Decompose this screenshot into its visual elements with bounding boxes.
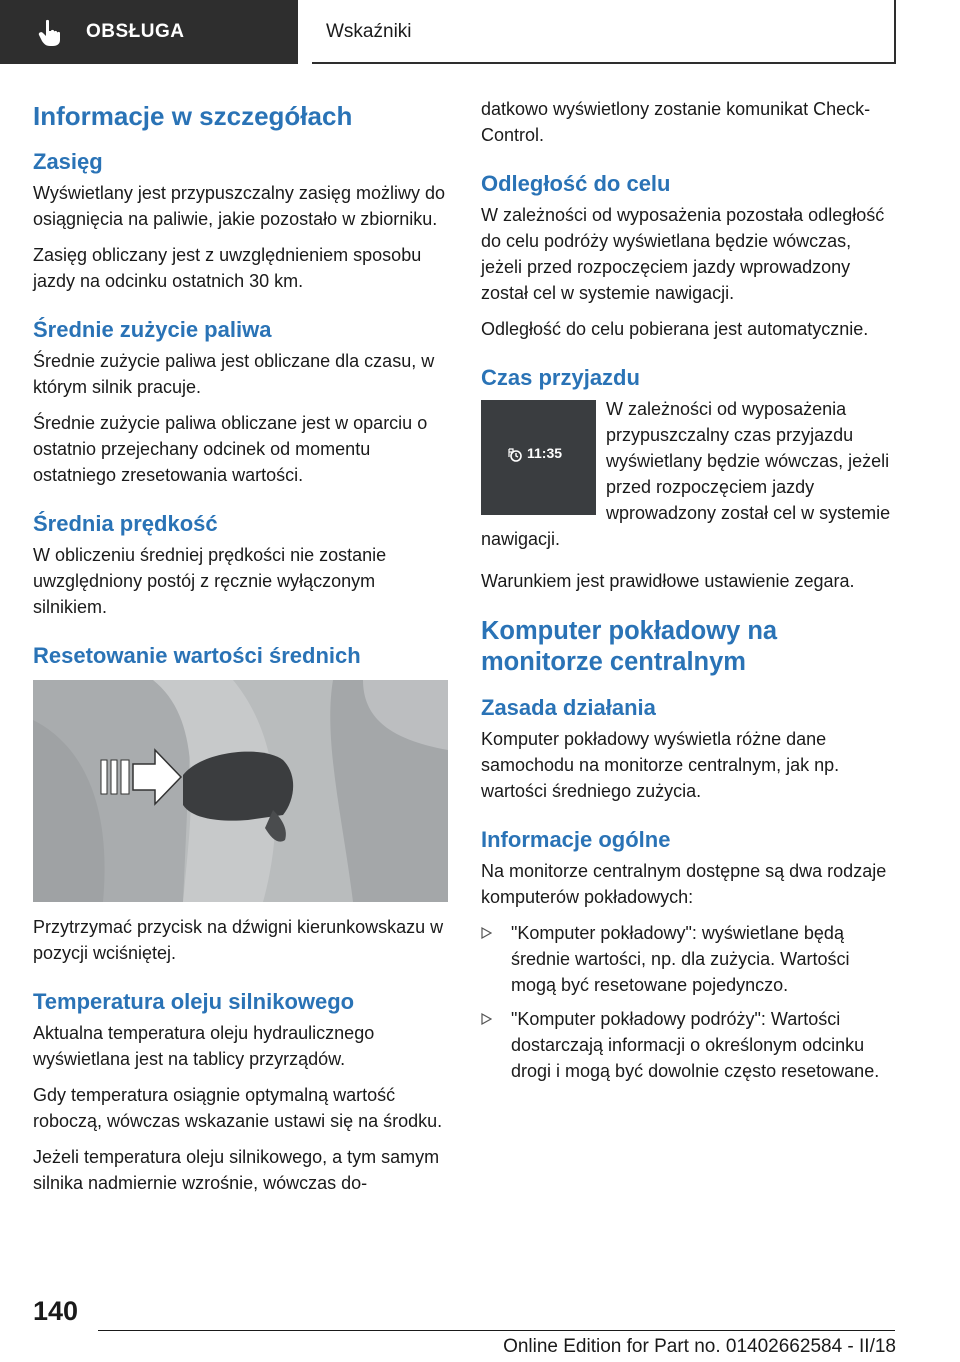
section-title: OBSŁUGA xyxy=(86,21,185,42)
paragraph: Odległość do celu pobierana jest automatycznie. xyxy=(481,319,869,339)
paragraph: Warunkiem jest prawidłowe ustawienie zegara. xyxy=(481,571,855,591)
hand-pointer-icon xyxy=(38,19,64,47)
turn-signal-lever-image xyxy=(33,680,448,902)
paragraph: Wyświetlany jest przypuszczalny zasięg możliwy do osiągnięcia na paliwie, jakie pozostało w zbiorniku. xyxy=(33,183,445,229)
heading-principle: Zasada działania xyxy=(481,695,656,720)
paragraph: W zależności od wyposażenia pozostała odległość do celu podróży wyświetlana będzie wówczas, jeżeli przed rozpoczęciem jazdy wprowadzony został cel w systemie nawigacji. xyxy=(481,205,885,303)
paragraph: datkowo wyświetlony zostanie komunikat Check-Control. xyxy=(481,99,871,145)
heading-range: Zasięg xyxy=(33,149,103,174)
paragraph: W zależności od wyposażenia przypuszczalny czas przyjazdu wyświetlany będzie wówczas, jeżeli przed rozpoczęciem jazdy wprowadzony został cel w systemie nawigacji. xyxy=(481,399,891,549)
paragraph: W obliczeniu średniej prędkości nie zostanie uwzględniony postój z ręcznie wyłączonym silnikiem. xyxy=(33,545,387,617)
arrival-time-display xyxy=(481,400,596,515)
triangle-bullet-icon xyxy=(481,1013,492,1025)
bullet-list xyxy=(481,920,896,1084)
paragraph: Średnie zużycie paliwa obliczane jest w oparciu o ostatnio przejechany odcinek od momentu ostatniego zresetowania wartości. xyxy=(33,413,428,485)
list-item: "Komputer pokładowy podróży": Wartości dostarczają informacji o określonym odcinku drogi i mogą być dowolnie często resetowane. xyxy=(481,1006,896,1084)
page-number: 140 xyxy=(33,1296,79,1326)
clock-value: 11:35 xyxy=(527,445,563,461)
chapter-box xyxy=(312,0,896,64)
flag-clock-icon xyxy=(508,448,522,462)
list-item: "Komputer pokładowy": wyświetlane będą średnie wartości, np. dla zużycia. Wartości mogą być resetowane pojedynczo. xyxy=(481,920,896,998)
left-column xyxy=(33,100,448,1206)
heading-details: Informacje w szczegółach xyxy=(33,101,353,131)
footer-rule xyxy=(98,1330,895,1331)
heading-onboard-computer: Komputer pokładowy na monitorze centralnym xyxy=(481,617,778,676)
heading-average-fuel: Średnie zużycie paliwa xyxy=(33,317,272,342)
paragraph: Jeżeli temperatura oleju silnikowego, a tym samym silnika nadmiernie wzrośnie, wówczas do- xyxy=(33,1147,440,1193)
chapter-title: Wskaźniki xyxy=(326,21,412,42)
paragraph: Gdy temperatura osiągnie optymalną wartość roboczą, wówczas wskazanie ustawi się na środku. xyxy=(33,1085,443,1131)
heading-average-speed: Średnia prędkość xyxy=(33,511,218,536)
heading-oil-temperature: Temperatura oleju silnikowego xyxy=(33,989,355,1014)
heading-reset: Resetowanie wartości średnich xyxy=(33,643,361,668)
paragraph: Na monitorze centralnym dostępne są dwa rodzaje komputerów pokładowych: xyxy=(481,861,887,907)
paragraph: Średnie zużycie paliwa jest obliczane dla czasu, w którym silnik pracuje. xyxy=(33,351,435,397)
triangle-bullet-icon xyxy=(481,927,492,939)
paragraph: Aktualna temperatura oleju hydraulicznego wyświetlana jest na tablicy przyrządów. xyxy=(33,1023,375,1069)
paragraph: Komputer pokładowy wyświetla różne dane samochodu na monitorze centralnym, jak np. wartości średniego zużycia. xyxy=(481,729,840,801)
section-tab xyxy=(0,0,298,64)
heading-general-info: Informacje ogólne xyxy=(481,827,671,852)
heading-arrival-time: Czas przyjazdu xyxy=(481,365,640,390)
paragraph: Zasięg obliczany jest z uwzględnieniem sposobu jazdy na odcinku ostatnich 30 km. xyxy=(33,245,422,291)
paragraph: Przytrzymać przycisk na dźwigni kierunkowskazu w pozycji wciśniętej. xyxy=(33,917,444,963)
right-column xyxy=(481,96,896,1092)
edition-note: Online Edition for Part no. 01402662584 - II/18 xyxy=(503,1336,896,1357)
heading-distance: Odległość do celu xyxy=(481,171,671,196)
